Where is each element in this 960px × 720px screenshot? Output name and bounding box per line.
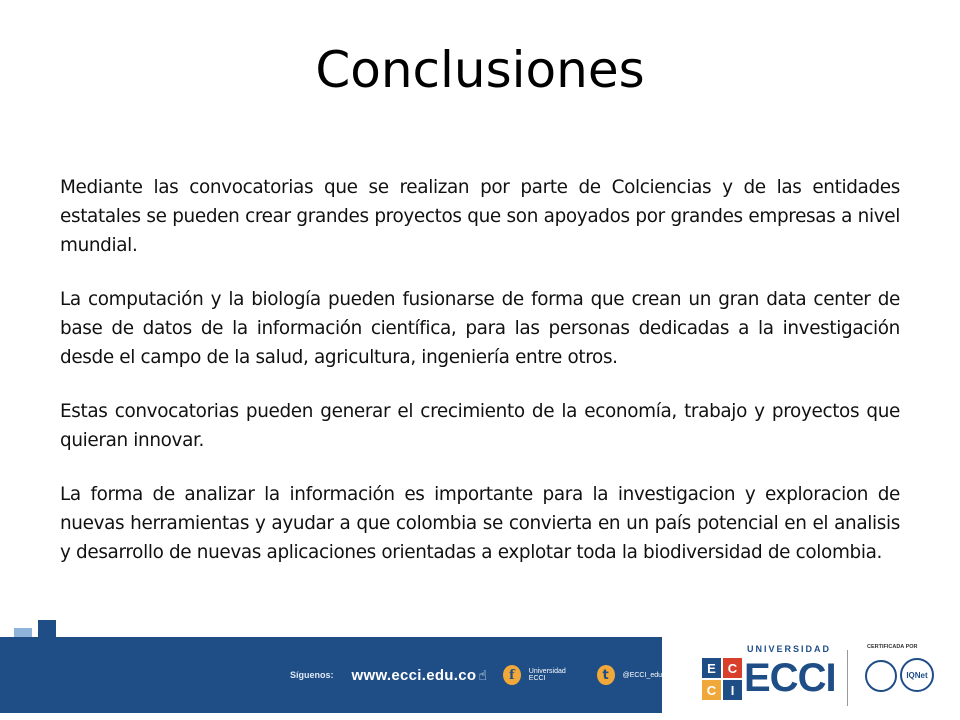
slide-title: Conclusiones xyxy=(315,41,645,99)
paragraph-4: La forma de analizar la información es importante para la investigacion y exploracion de nuevas herramientas y ayudar a que colombia se convierta en un país potencial en el analisis y desarrollo de nuevas aplicaciones orientadas a explotar toda la biodiversidad de colombia. xyxy=(60,484,900,563)
website-link[interactable]: www.ecci.edu.co xyxy=(351,666,477,684)
paragraph-1: Mediante las convocatorias que se realizan por parte de Colciencias y de las entidades estatales se pueden crear grandes proyectos que son apoyados por grandes empresas a nivel mundial. xyxy=(60,177,900,256)
university-name: ECCI xyxy=(744,656,836,700)
cursor-icon: ☝ xyxy=(478,666,487,683)
logo-divider xyxy=(847,650,848,706)
follow-label: Síguenos: xyxy=(290,670,334,680)
footer-social xyxy=(290,637,662,713)
logo-letter: C xyxy=(723,658,742,678)
paragraph-3: Estas convocatorias pueden generar el crecimiento de la economía, trabajo y proyectos que quieran innovar. xyxy=(60,401,900,451)
twitter-label[interactable]: @ECCI_edu xyxy=(622,671,662,679)
icontec-seal-icon xyxy=(865,660,897,692)
facebook-label[interactable]: Universidad ECCI xyxy=(528,668,566,682)
certified-label: CERTIFICADA POR xyxy=(867,644,918,650)
slide-body xyxy=(60,173,900,592)
logo-letter: I xyxy=(723,680,742,700)
decor-square xyxy=(38,620,56,638)
footer-band xyxy=(0,637,662,713)
paragraph-2: La computación y la biología pueden fusionarse de forma que crean un gran data center de base de datos de la información científica, para las personas dedicadas a la investigación desde el campo de la salud, agricultura, ingeniería entre otros. xyxy=(60,289,900,368)
twitter-icon[interactable]: t xyxy=(597,665,615,685)
logo-letter: C xyxy=(702,680,721,700)
facebook-icon[interactable]: f xyxy=(503,665,521,685)
university-label: UNIVERSIDAD xyxy=(747,644,832,654)
iqnet-seal-icon: IQNet xyxy=(900,658,934,692)
logo-grid xyxy=(702,658,742,700)
logo-letter: E xyxy=(702,658,721,678)
university-logo xyxy=(672,630,960,720)
